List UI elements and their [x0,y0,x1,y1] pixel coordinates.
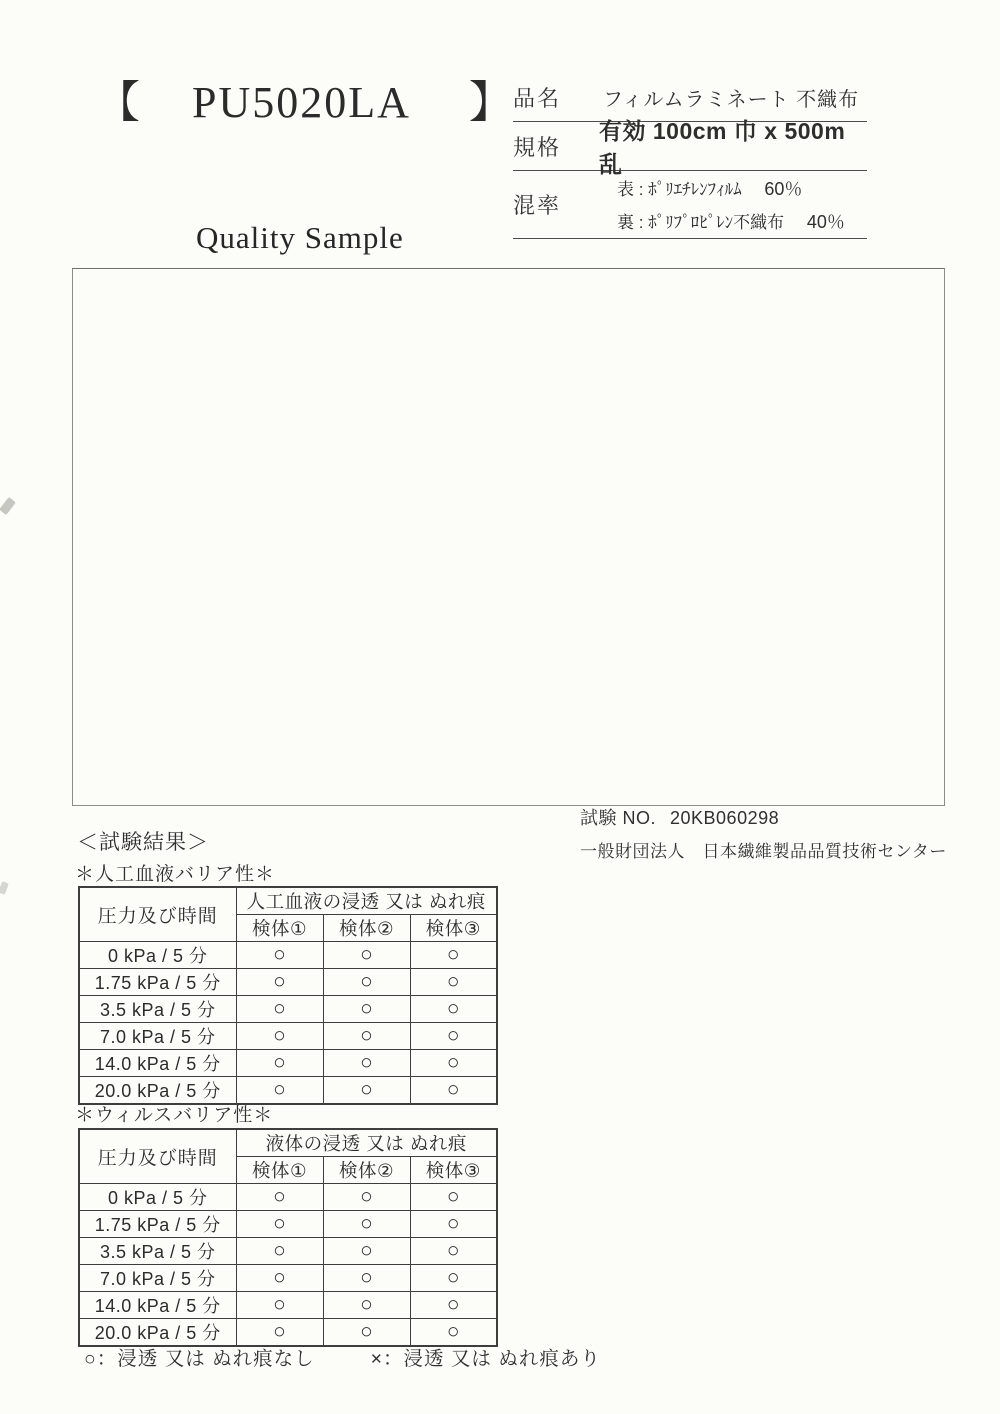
pressure-cell: 1.75 kPa / 5 分 [79,969,236,996]
blend-front-material: 表 : ﾎﾟﾘｴﾁﾚﾝﾌｨﾙﾑ [617,180,742,199]
virus-barrier-table [78,1128,498,1347]
result-mark: ○ [236,996,323,1023]
table-row [79,1265,497,1292]
quality-sample-subtitle: Quality Sample [196,220,404,255]
pressure-cell: 0 kPa / 5 分 [79,942,236,969]
penetration-span-header: 液体の浸透 又は ぬれ痕 [236,1129,497,1157]
pressure-cell: 1.75 kPa / 5 分 [79,1211,236,1238]
spec-standard-label: 規格 [513,134,562,160]
blood-barrier-table [78,886,498,1105]
results-heading: ＜試験結果＞ [77,831,209,854]
result-mark: ○ [410,996,497,1023]
result-mark: ○ [410,1292,497,1319]
table-row [79,1050,497,1077]
result-mark: ○ [410,1211,497,1238]
title-bracket-left: 【 [96,78,140,127]
spec-row-standard [513,118,867,177]
blend-back-percent: 40％ [806,212,845,232]
legend-fail: ×：浸透 又は ぬれ痕あり [370,1348,601,1370]
result-mark: ○ [410,1238,497,1265]
test-number-label: 試験 NO. [580,808,657,828]
result-mark: ○ [410,1265,497,1292]
result-mark: ○ [410,1077,497,1105]
spec-block [513,74,867,239]
result-mark: ○ [323,1292,410,1319]
pressure-cell: 14.0 kPa / 5 分 [79,1292,236,1319]
result-legend [84,1343,601,1371]
result-mark: ○ [236,1184,323,1211]
blend-front-percent: 60％ [764,179,803,199]
spec-name-value: フィルムラミネート 不織布 [603,89,860,111]
table-header-row [79,887,497,915]
pressure-time-header: 圧力及び時間 [79,887,236,942]
specimen-2-header: 検体② [323,1157,410,1184]
table-header-row [79,1129,497,1157]
pressure-cell: 3.5 kPa / 5 分 [79,996,236,1023]
result-mark: ○ [323,1023,410,1050]
page-title [96,66,513,130]
table-row [79,1292,497,1319]
table-row [79,1238,497,1265]
result-mark: ○ [236,1050,323,1077]
testing-organization: 一般財団法人 日本繊維製品品質技術センター [580,842,947,861]
scan-artifact [0,497,16,515]
penetration-span-header: 人工血液の浸透 又は ぬれ痕 [236,887,497,915]
test-number-line [580,804,779,830]
table-row [79,1184,497,1211]
pressure-cell: 7.0 kPa / 5 分 [79,1023,236,1050]
result-mark: ○ [410,969,497,996]
result-mark: ○ [236,1077,323,1105]
pressure-cell: 3.5 kPa / 5 分 [79,1238,236,1265]
pressure-cell: 7.0 kPa / 5 分 [79,1265,236,1292]
virus-barrier-table-title: ＊ウィルスバリア性＊ [75,1105,274,1126]
table-row [79,969,497,996]
result-mark: ○ [323,969,410,996]
result-mark: ○ [410,1050,497,1077]
fabric-sample-box [72,268,945,806]
result-mark: ○ [323,1319,410,1347]
result-mark: ○ [236,1319,323,1347]
result-mark: ○ [410,1184,497,1211]
result-mark: ○ [410,1319,497,1347]
scan-artifact [0,881,9,895]
result-mark: ○ [323,1050,410,1077]
table-row [79,1023,497,1050]
legend-pass: ○：浸透 又は ぬれ痕なし [84,1348,315,1370]
product-code: PU5020LA [192,78,411,127]
table-row [79,1211,497,1238]
blend-back-line [617,208,845,234]
result-mark: ○ [323,1265,410,1292]
result-mark: ○ [410,1023,497,1050]
result-mark: ○ [323,942,410,969]
result-mark: ○ [323,1238,410,1265]
spec-row-blend [513,171,867,239]
test-number-value: 20KB060298 [670,808,780,828]
specimen-1-header: 検体① [236,915,323,942]
table-row [79,942,497,969]
specimen-1-header: 検体① [236,1157,323,1184]
blend-front-line [617,175,845,201]
specimen-3-header: 検体③ [410,915,497,942]
table-row [79,1319,497,1347]
result-mark: ○ [236,1238,323,1265]
result-mark: ○ [323,996,410,1023]
result-mark: ○ [410,942,497,969]
result-mark: ○ [236,942,323,969]
spec-name-label: 品名 [513,86,562,111]
blood-barrier-table-title: ＊人工血液バリア性＊ [75,864,276,885]
specimen-2-header: 検体② [323,915,410,942]
pressure-cell: 20.0 kPa / 5 分 [79,1077,236,1105]
pressure-cell: 0 kPa / 5 分 [79,1184,236,1211]
spec-blend-label: 混率 [513,193,562,218]
result-mark: ○ [236,969,323,996]
result-mark: ○ [236,1211,323,1238]
pressure-time-header: 圧力及び時間 [79,1129,236,1184]
table-row [79,996,497,1023]
result-mark: ○ [236,1023,323,1050]
blend-back-material: 裏 : ﾎﾟﾘﾌﾟﾛﾋﾟﾚﾝ不織布 [617,213,785,232]
result-mark: ○ [236,1265,323,1292]
specimen-3-header: 検体③ [410,1157,497,1184]
result-mark: ○ [323,1184,410,1211]
spec-standard-value: 有効 100cm 巾 x 500m 乱 [599,118,846,177]
title-bracket-right: 】 [468,78,513,127]
blend-lines [617,175,845,234]
pressure-cell: 20.0 kPa / 5 分 [79,1319,236,1347]
result-mark: ○ [323,1077,410,1105]
result-mark: ○ [236,1292,323,1319]
pressure-cell: 14.0 kPa / 5 分 [79,1050,236,1077]
result-mark: ○ [323,1211,410,1238]
